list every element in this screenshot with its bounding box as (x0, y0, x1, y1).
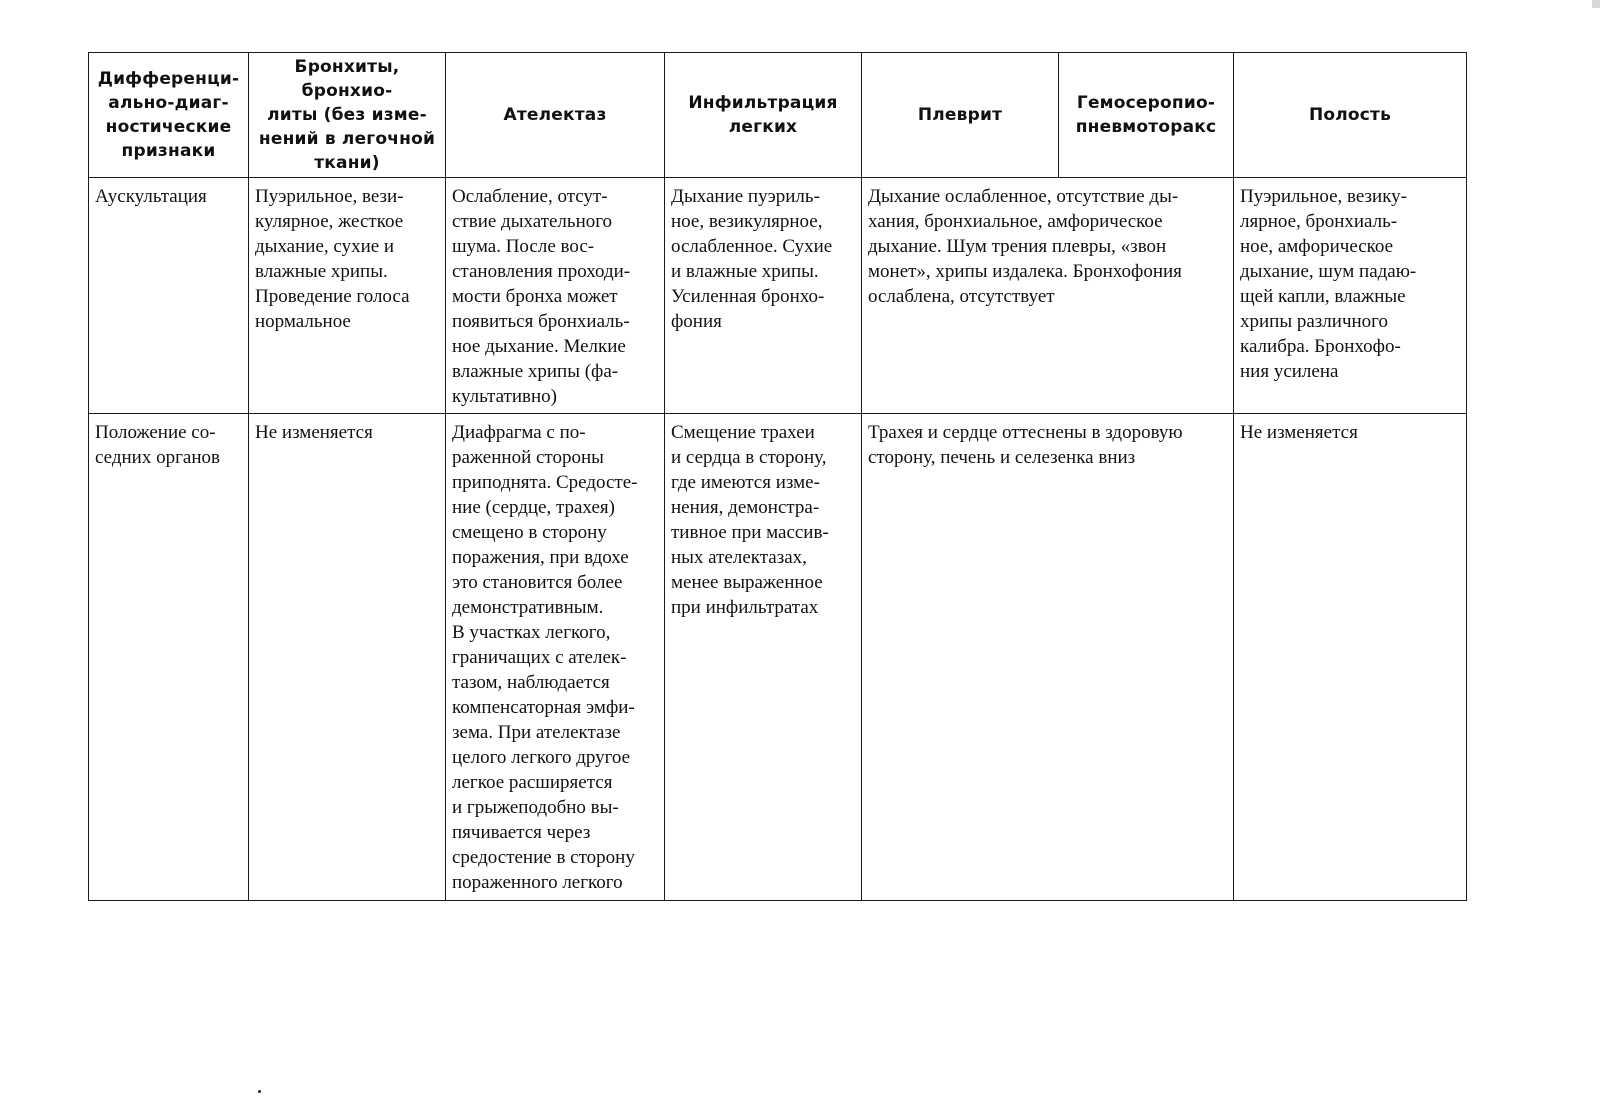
header-pleurisy: Плеврит (862, 53, 1059, 178)
differential-diagnosis-table (88, 52, 1467, 901)
header-hemopneumothorax: Гемосеропио- пневмоторакс (1059, 53, 1234, 178)
cell-cavity: Не изменяется (1234, 414, 1467, 901)
cell-atelectasis: Диафрагма с по- раженной стороны приподнята. Средосте- ние (сердце, трахея) смещено в сторону поражения, при вдохе это становится более демонстративным. В участках легкого, граничащих с ателек- тазом, наблюдается компенсаторная эмфи- зема. При ателектазе целого легкого другое легкое расширяется и грыжеподобно вы- пячивается через средостение в сторону пораженного легкого (446, 414, 665, 901)
header-cavity: Полость (1234, 53, 1467, 178)
table-row (89, 414, 1467, 901)
cell-atelectasis: Ослабление, отсут- ствие дыхательного шума. После вос- становления проходи- мости бронха может появиться бронхиаль- ное дыхание. Мелкие влажные хрипы (фа- культативно) (446, 178, 665, 414)
row-label-organ-position: Положение со- седних органов (89, 414, 249, 901)
row-label-auscultation: Аускультация (89, 178, 249, 414)
header-atelectasis: Ателектаз (446, 53, 665, 178)
cell-infiltration: Дыхание пуэриль- ное, везикулярное, ослабленное. Сухие и влажные хрипы. Усиленная бронхо- фония (665, 178, 862, 414)
cell-cavity: Пуэрильное, везику- лярное, бронхиаль- ное, амфорическое дыхание, шум падаю- щей капли, влажные хрипы различного калибра. Бронхофо- ния усилена (1234, 178, 1467, 414)
scan-dot (258, 1090, 261, 1093)
table-row (89, 178, 1467, 414)
cell-pleurisy-pneumothorax: Дыхание ослабленное, отсутствие ды- хания, бронхиальное, амфорическое дыхание. Шум трения плевры, «звон монет», хрипы издалека. Бронхофония ослаблена, отсутствует (862, 178, 1234, 414)
header-bronchitis: Бронхиты, бронхио- литы (без изме- нений в легочной ткани) (249, 53, 446, 178)
scan-edge-mark (1592, 0, 1600, 8)
header-infiltration: Инфильтрация легких (665, 53, 862, 178)
cell-pleurisy-pneumothorax: Трахея и сердце оттеснены в здоровую сторону, печень и селезенка вниз (862, 414, 1234, 901)
cell-infiltration: Смещение трахеи и сердца в сторону, где имеются изме- нения, демонстра- тивное при массив- ных ателектазах, менее выраженное при инфильтратах (665, 414, 862, 901)
cell-bronchitis: Пуэрильное, вези- кулярное, жесткое дыхание, сухие и влажные хрипы. Проведение голоса нормальное (249, 178, 446, 414)
table-header-row (89, 53, 1467, 178)
header-signs: Дифференци- ально-диаг- ностические признаки (89, 53, 249, 178)
cell-bronchitis: Не изменяется (249, 414, 446, 901)
